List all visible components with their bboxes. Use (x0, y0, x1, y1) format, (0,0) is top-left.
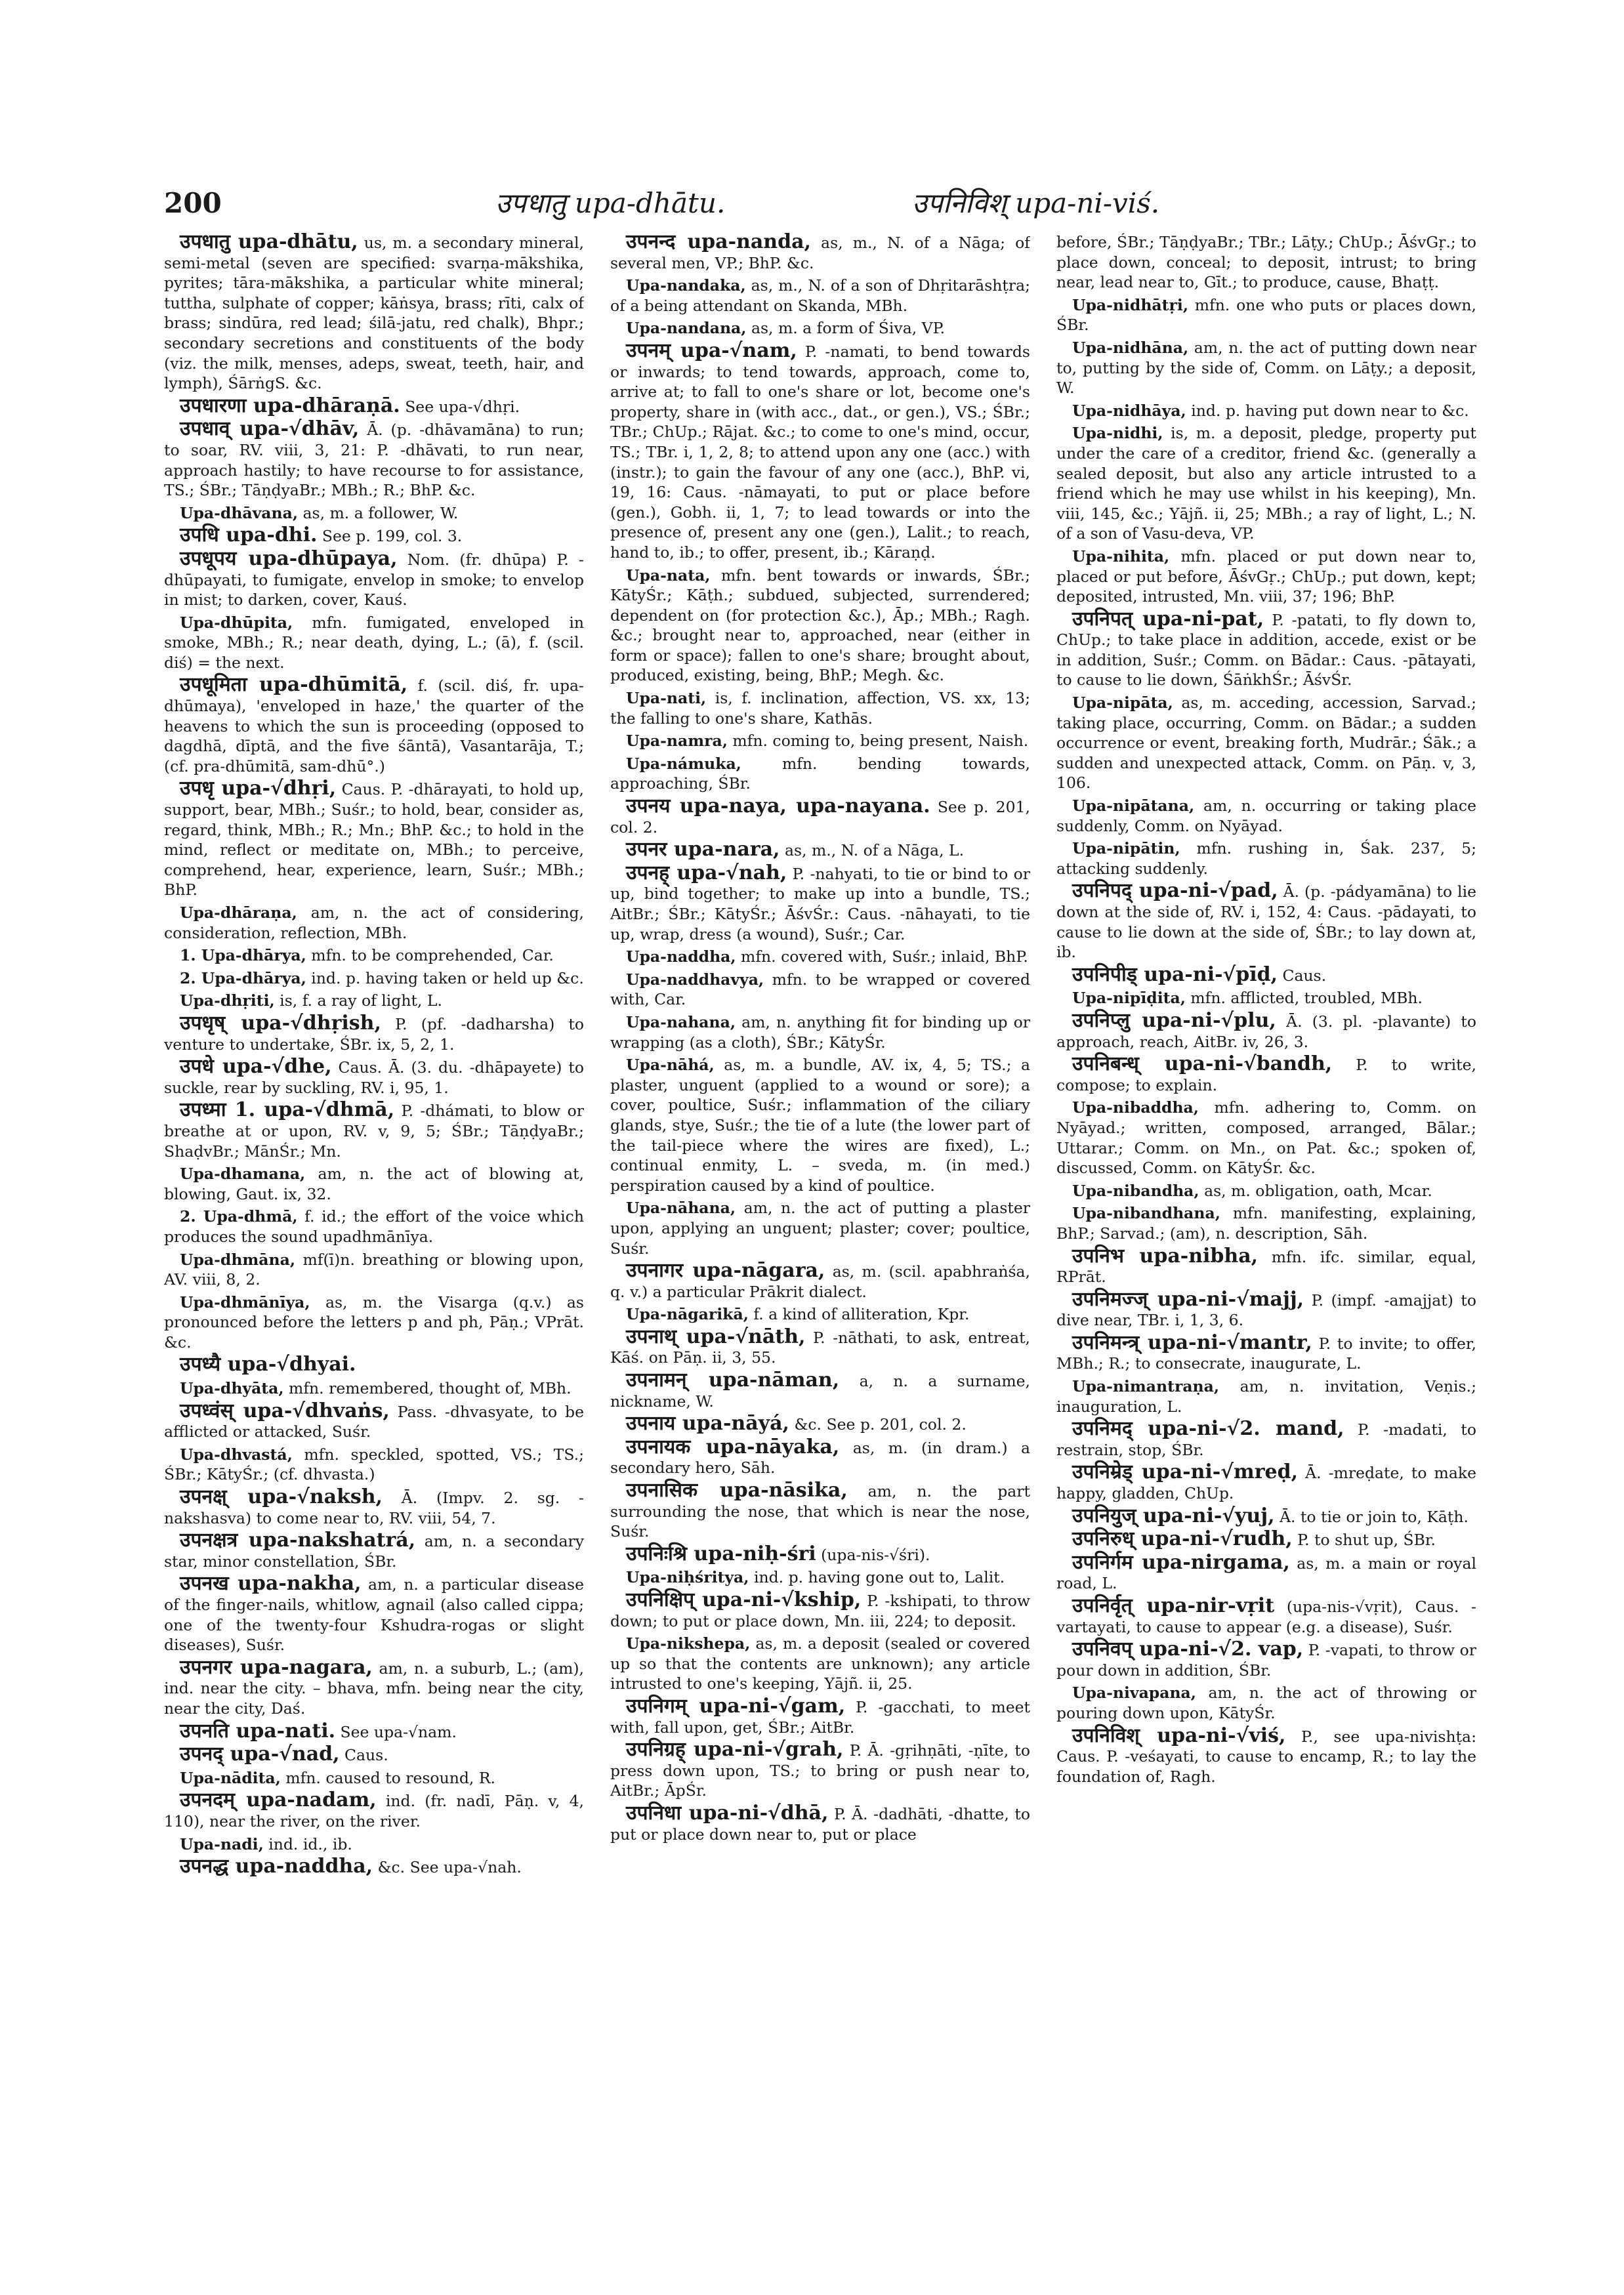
dictionary-entry (610, 1544, 1030, 1565)
entry-headword: उपनिपत् upa-ni-pat, (1072, 607, 1264, 631)
entry-definition: is, m. a deposit, pledge, property put under the care of a creditor, friend &c. (generally a sealed deposit, but also any article intrusted to a friend which he may use whilst in his keeping), Mn. viii, 145, &c.; Yājñ. ii, 25; MBh.; a ray of light, L.; N. of a son of Vasu-deva, VP. (1056, 424, 1476, 543)
entry-definition: as, m. acceding, accession, Sarvad.; taking place, occurring, Comm. on Bādar.; a sudden occurrence or event, breaking forth, Mudrār.; Śāk.; a sudden and unexpected attack, Comm. on Pāṇ. v, 3, 106. (1056, 693, 1476, 793)
entry-definition: Caus. (1278, 966, 1327, 985)
dictionary-entry (164, 1655, 584, 1719)
entry-definition: P. Ā. -gṛihṇāti, -ṇīte, to press down upon, TS.; to bring or push near to, AitBr.; ĀpŚr. (610, 1741, 1030, 1800)
dictionary-entry (1056, 1726, 1476, 1787)
entry-headword: उपनद्ध upa-naddha, (180, 1855, 373, 1878)
dictionary-entry (164, 968, 584, 989)
entry-definition: before, ŚBr.; TāṇḍyaBr.; TBr.; Lāṭy.; ChUp.; ĀśvGṛ.; to place down, conceal; to deposit, intrust; to bring near, lead near to, Gīt.; to produce, cause, Bhaṭṭ. (1056, 233, 1476, 292)
entry-definition: am, n. the act of blowing at, blowing, Gaut. ix, 32. (164, 1165, 584, 1203)
entry-headword: Upa-dhṛiti, (180, 991, 275, 1010)
entry-definition: mfn. placed or put down near to, placed or put before, ĀśvGṛ.; ChUp.; put down, kept; deposited, intrusted, Mn. viii, 37; 196; BhP. (1056, 547, 1476, 606)
dictionary-entry (610, 1634, 1030, 1694)
entry-definition: am, n. a suburb, L.; (am), ind. near the city. – bhava, mfn. being near the city, near the city, Daś. (164, 1659, 584, 1718)
entry-headword: Upa-nadi, (180, 1834, 264, 1853)
dictionary-entry (164, 1401, 584, 1442)
entry-headword: उपनिप्लु upa-ni-√plu, (1072, 1008, 1276, 1032)
entry-definition: am, n. the part surrounding the nose, that which is near the nose, Suśr. (610, 1482, 1030, 1541)
dictionary-entry (1056, 1419, 1476, 1460)
entry-definition: P. (impf. -amajjat) to dive near, TBr. i, 1, 3, 6. (1056, 1291, 1476, 1330)
entry-headword: उपनायक upa-nāyaka, (626, 1435, 840, 1458)
dictionary-entry (164, 1057, 584, 1098)
entry-definition: mfn. to be comprehended, Car. (306, 946, 554, 965)
dictionary-entry (1056, 1683, 1476, 1723)
entry-headword: उपनागर upa-nāgara, (626, 1259, 825, 1283)
entry-headword: उपनिम्रेड् upa-ni-√mreḍ, (1072, 1460, 1299, 1484)
dictionary-entry (1056, 607, 1476, 690)
entry-headword: Upa-dhūpita, (180, 613, 293, 632)
entry-headword: Upa-nāhana, (626, 1199, 736, 1218)
dictionary-entry (164, 1790, 584, 1831)
entry-headword: उपनदम् upa-nadam, (180, 1788, 377, 1812)
entry-definition: See p. 199, col. 3. (317, 527, 463, 546)
dictionary-entry (164, 1487, 584, 1528)
entry-definition: P., see upa-nivishṭa: Caus. P. -veśayati, to cause to encamp, R.; to lay the foundation of, Ragh. (1056, 1727, 1476, 1786)
entry-definition: mfn. coming to, being present, Naish. (727, 732, 1029, 751)
entry-headword: उपनगर upa-nagara, (180, 1655, 373, 1679)
dictionary-entry (164, 613, 584, 673)
entry-headword: उपनम् upa-√nam, (626, 339, 797, 362)
dictionary-entry (164, 549, 584, 610)
entry-headword: उपनिविश् upa-ni-√viś, (1072, 1724, 1286, 1747)
entry-headword: Upa-nāgarikā, (626, 1305, 749, 1324)
dictionary-entry (1056, 232, 1476, 293)
entry-definition: Ā. (p. -dhāvamāna) to run; to soar, RV. viii, 3, 21: P. -dhāvati, to run near, approach hastily; to have recourse to for assistance, TS.; ŚBr.; TāṇḍyaBr.; MBh.; R.; BhP. &c. (164, 421, 584, 500)
entry-headword: Upa-nidhi, (1072, 424, 1163, 443)
right-running-head: उपनिविश् upa-ni-viś. (912, 187, 1160, 219)
entry-definition: &c. See upa-√nah. (373, 1858, 522, 1877)
entry-headword: Upa-nipāta, (1072, 693, 1173, 713)
dictionary-entry (1056, 1550, 1476, 1594)
entry-definition: mfn. caused to resound, R. (280, 1768, 495, 1787)
entry-definition: as, m., N. of a Nāga, L. (780, 841, 965, 860)
entry-definition: P. Ā. -dadhāti, -dhatte, to put or place down near to, put or place (610, 1804, 1030, 1844)
dictionary-page (164, 184, 1476, 2250)
entry-definition: P. to shut up, ŚBr. (1292, 1531, 1436, 1550)
dictionary-entry (610, 863, 1030, 944)
dictionary-entry (164, 1164, 584, 1204)
entry-definition: as, m. a follower, W. (298, 503, 459, 522)
entry-headword: उपधूपय upa-dhūpaya, (180, 547, 398, 570)
entry-headword: Upa-nahana, (626, 1012, 736, 1031)
dictionary-entry (1056, 1203, 1476, 1243)
dictionary-entry (164, 1445, 584, 1485)
entry-definition: f. a kind of alliteration, Kpr. (748, 1305, 970, 1324)
dictionary-entry (610, 1801, 1030, 1844)
entry-definition: P. -patati, to fly down to, ChUp.; to take place in addition, accede, exist or be in addition, Suśr.; Comm. on Bādar.: Caus. -pātayati, to cause to lie down, ŚāṅkhŚr.; ĀśvŚr. (1056, 610, 1476, 690)
entry-headword: उपधे upa-√dhe, (180, 1055, 332, 1079)
entry-definition: as, m. (in dram.) a secondary hero, Sāh. (610, 1438, 1030, 1478)
entry-definition: as, m. a main or royal road, L. (1056, 1554, 1476, 1593)
dictionary-entry (164, 1207, 584, 1247)
dictionary-entry (1056, 1596, 1476, 1637)
entry-definition: mfn. one who puts or places down, ŚBr. (1056, 295, 1476, 335)
entry-definition: as, m., N. of a Nāga; of several men, VP.; BhP. &c. (610, 234, 1030, 272)
entry-definition: a, n. a surname, nickname, W. (610, 1372, 1030, 1411)
dictionary-entry (1056, 423, 1476, 544)
entry-headword: उपनिरुध् upa-ni-√rudh, (1072, 1527, 1293, 1551)
entry-definition: Caus. Ā. (3. du. -dhāpayete) to suckle, rear by suckling, RV. i, 95, 1. (164, 1058, 584, 1097)
dictionary-entry (610, 688, 1030, 728)
entry-headword: Upa-dhāvana, (180, 503, 299, 522)
entry-headword: उपनियुज् upa-ni-√yuj, (1072, 1504, 1275, 1527)
entry-definition: Ā. (3. pl. -plavante) to approach, reach, AitBr. iv, 26, 3. (1056, 1012, 1476, 1051)
entry-definition: am, n. the act of throwing or pouring down upon, KātyŚr. (1056, 1684, 1476, 1722)
dictionary-entry (610, 1371, 1030, 1411)
column-3 (1056, 232, 1476, 2246)
entry-definition: P. -dhámati, to blow or breathe at or upon, RV. v, 9, 5; ŚBr.; TāṇḍyaBr.; ShaḍvBr.; MānŚr.; Mn. (164, 1102, 584, 1161)
entry-headword: Upa-nipātin, (1072, 839, 1180, 858)
entry-headword: Upa-nikshepa, (626, 1634, 751, 1653)
entry-definition: mfn. fumigated, enveloped in smoke, MBh.; R.; near death, dying, L.; (ā), f. (scil. diś) = the next. (164, 613, 584, 672)
dictionary-entry (164, 991, 584, 1011)
columns (164, 232, 1476, 2246)
dictionary-entry (610, 947, 1030, 967)
entry-definition: Pass. -dhvasyate, to be afflicted or attacked, Suśr. (164, 1402, 584, 1441)
entry-definition: mfn. to be wrapped or covered with, Car. (610, 970, 1030, 1009)
entry-headword: Upa-nipātana, (1072, 796, 1195, 816)
entry-headword: Upa-nata, (626, 566, 711, 585)
dictionary-entry (1056, 401, 1476, 421)
entry-definition: Ā. (Impv. 2. sg. -nakshasva) to come near to, RV. viii, 54, 7. (164, 1489, 584, 1527)
running-header (164, 184, 1476, 223)
entry-headword: उपध्वंस् upa-√dhvaṅs, (180, 1399, 390, 1422)
entry-headword: Upa-námuka, (626, 754, 741, 773)
entry-definition: as, m. (scil. apabhraṅśa, q. v.) a particular Prākrit dialect. (610, 1262, 1030, 1301)
entry-definition: mfn. manifesting, explaining, BhP.; Sarvad.; (am), n. description, Sāh. (1056, 1204, 1476, 1243)
entry-definition: ind. (fr. nadī, Pāṇ. v, 4, 110), near the river, on the river. (164, 1792, 584, 1830)
page-number: 200 (164, 187, 222, 219)
entry-headword: उपनिग्रह् upa-ni-√grah, (626, 1738, 844, 1762)
dictionary-entry (610, 1481, 1030, 1542)
entry-definition: ind. p. having taken or held up &c. (306, 968, 584, 987)
entry-headword: उपनासिक upa-nāsika, (626, 1479, 848, 1502)
entry-definition: as, m. a bundle, AV. ix, 4, 5; TS.; a plaster, unguent (applied to a wound or sore); a cover, poultice, Suśr.; inflammation of the ciliary glands, stye, Suśr.; the tie of a lute (the lower part of the tail-piece where the wires are fixed), L.; continual enmity, L. – sveda, m. (in med.) perspiration caused by a kind of poultice. (610, 1056, 1030, 1195)
dictionary-entry (164, 1574, 584, 1655)
entry-definition: am, n. invitation, Veṇis.; inauguration, L. (1056, 1377, 1476, 1416)
entry-definition: mfn. remembered, thought of, MBh. (283, 1379, 572, 1398)
entry-headword: Upa-naddha, (626, 947, 736, 966)
entry-headword: उपनिमद् upa-ni-√2. mand, (1072, 1417, 1344, 1441)
entry-definition: am, n. a secondary star, minor constellation, ŚBr. (164, 1532, 584, 1571)
dictionary-entry (610, 318, 1030, 339)
entry-headword: उपनिर्गम upa-nirgama, (1072, 1550, 1290, 1574)
dictionary-entry (1056, 1333, 1476, 1374)
entry-definition: Caus. (339, 1746, 388, 1765)
dictionary-entry (1056, 1098, 1476, 1178)
entry-headword: उपनद् upa-√nad, (180, 1743, 340, 1766)
entry-definition: (upa-nis-√śri). (816, 1545, 930, 1564)
entry-definition: See upa-√nam. (335, 1722, 457, 1741)
dictionary-entry (610, 566, 1030, 686)
entry-headword: Upa-nāhá, (626, 1056, 715, 1075)
entry-headword: Upa-nati, (626, 689, 707, 708)
entry-headword: उपधातु upa-dhātu, (180, 232, 358, 253)
dictionary-entry (610, 341, 1030, 563)
dictionary-entry (610, 731, 1030, 751)
entry-headword: उपनिमन्त्र् upa-ni-√mantr, (1072, 1331, 1312, 1354)
dictionary-entry (164, 1531, 584, 1571)
dictionary-entry (610, 1590, 1030, 1631)
left-running-head: उपधातु upa-dhātu. (495, 187, 726, 219)
dictionary-entry (164, 232, 584, 394)
entry-headword: उपनिभ upa-nibha, (1072, 1244, 1259, 1268)
entry-headword: Upa-nivapana, (1072, 1684, 1196, 1703)
entry-definition: mf(ī)n. breathing or blowing upon, AV. viii, 8, 2. (164, 1250, 584, 1289)
entry-definition: See p. 201, col. 2. (610, 798, 1030, 837)
entry-definition: mfn. bending towards, approaching, ŚBr. (610, 754, 1030, 793)
entry-headword: उपधूमिता upa-dhūmitā, (180, 673, 408, 697)
dictionary-entry (164, 1250, 584, 1290)
dictionary-entry (610, 1055, 1030, 1195)
entry-definition: as, m. a form of Śiva, VP. (746, 319, 946, 338)
entry-definition: P. -nāthati, to ask, entreat, Kāś. on Pāṇ. ii, 3, 55. (610, 1328, 1030, 1367)
entry-definition: Nom. (fr. dhūpa) P. -dhūpayati, to fumigate, envelop in smoke; to envelop in mist; to darken, cover, Kauś. (164, 550, 584, 610)
entry-headword: Upa-nādita, (180, 1768, 281, 1787)
entry-definition: Ā. (p. -pádyamāna) to lie down at the side of, RV. i, 152, 4: Caus. -pādayati, to cause to lie down at the side of, ŚBr.; to lay down at, ib. (1056, 882, 1476, 962)
entry-headword: उपनक्षत्र upa-nakshatrá, (180, 1529, 416, 1552)
entry-headword: उपनिवप् upa-ni-√2. vap, (1072, 1638, 1304, 1661)
dictionary-entry (1056, 988, 1476, 1008)
entry-definition: ind. p. having gone out to, Lalit. (749, 1568, 1005, 1587)
dictionary-entry (164, 419, 584, 500)
entry-definition: am, n. the act of putting down near to, putting by the side of, Comm. on Lāṭy.; a deposit, W. (1056, 338, 1476, 398)
entry-headword: Upa-dhmānīya, (180, 1292, 310, 1312)
entry-definition: mfn. covered with, Suśr.; inlaid, BhP. (736, 947, 1028, 966)
entry-headword: Upa-nibaddha, (1072, 1098, 1199, 1117)
entry-definition: as, m., N. of a son of Dhṛitarāshṭra; of a being attendant on Skanda, MBh. (610, 276, 1030, 315)
entry-headword: उपनक्ष् upa-√naksh, (180, 1485, 383, 1509)
dictionary-entry (610, 796, 1030, 837)
entry-headword: उपनिधा upa-ni-√dhā, (626, 1801, 829, 1825)
entry-definition: Ā. to tie or join to, Kāṭh. (1274, 1507, 1468, 1526)
entry-headword: उपनिगम् upa-ni-√gam, (626, 1694, 846, 1718)
dictionary-entry (164, 396, 584, 417)
entry-headword: Upa-nibandhana, (1072, 1204, 1220, 1223)
entry-definition: P. (pf. -dadharsha) to venture to undertake, ŚBr. ix, 5, 2, 1. (164, 1014, 584, 1054)
entry-headword: उपनिबन्ध् upa-ni-√bandh, (1072, 1052, 1333, 1076)
dictionary-entry (610, 1012, 1030, 1052)
dictionary-entry (610, 1694, 1030, 1737)
entry-definition: mfn. ifc. similar, equal, RPrāt. (1056, 1247, 1476, 1287)
entry-headword: उपनय upa-naya, upa-nayana. (626, 795, 930, 818)
entry-definition: am, n. a particular disease of the finger-nails, whitlow, agnail (also called cippa; one of the twenty-four Kshudra-rogas or slight diseases), Suśr. (164, 1575, 584, 1655)
dictionary-entry (1056, 1640, 1476, 1680)
entry-definition: as, m. obligation, oath, Mcar. (1199, 1181, 1432, 1200)
entry-headword: Upa-namra, (626, 732, 728, 751)
dictionary-entry (1056, 1376, 1476, 1416)
dictionary-entry (1056, 693, 1476, 793)
dictionary-entry (1056, 1181, 1476, 1201)
dictionary-entry (164, 1719, 584, 1743)
entry-headword: उपनाथ् upa-√nāth, (626, 1325, 806, 1348)
entry-definition: P. -kshipati, to throw down; to put or place down, Mn. iii, 224; to deposit. (610, 1592, 1030, 1630)
entry-definition: ind. id., ib. (263, 1834, 352, 1853)
entry-headword: उपध्यै upa-√dhyai. (180, 1353, 356, 1376)
entry-headword: Upa-nidhāna, (1072, 338, 1189, 357)
entry-headword: उपनिपीड् upa-ni-√pīḍ, (1072, 962, 1278, 986)
entry-definition: P. to write, compose; to explain. (1056, 1056, 1476, 1094)
dictionary-entry (164, 1768, 584, 1788)
entry-headword: उपधृ upa-√dhṛi, (180, 777, 337, 800)
entry-headword: उपनन्द upa-nanda, (626, 232, 811, 253)
entry-headword: उपनामन् upa-nāman, (626, 1369, 840, 1392)
entry-headword: Upa-nandana, (626, 319, 747, 338)
dictionary-entry (164, 1378, 584, 1399)
dictionary-entry (610, 1740, 1030, 1801)
entry-definition: mfn. rushing in, Śak. 237, 5; attacking suddenly. (1056, 839, 1476, 878)
entry-definition: P. -nahyati, to tie or bind to or up, bind together; to make up into a bundle, TS.; AitBr.; ŚBr.; KātyŚr.; ĀśvŚr.: Caus. -nāhayati, to tie up, wrap, dress (a wound), Suśr.; Car. (610, 864, 1030, 943)
entry-definition: P. to invite; to offer, MBh.; R.; to consecrate, inaugurate, L. (1056, 1334, 1476, 1373)
entry-headword: 1. Upa-dhārya, (180, 946, 306, 965)
entry-headword: उपनह् upa-√nah, (626, 861, 787, 884)
entry-definition: am, n. occurring or taking place suddenly, Comm. on Nyāyad. (1056, 796, 1476, 835)
entry-headword: Upa-dhamana, (180, 1165, 306, 1184)
entry-headword: Upa-naddhavya, (626, 970, 764, 989)
entry-headword: उपध्मा 1. upa-√dhmā, (180, 1098, 395, 1122)
dictionary-entry (164, 1745, 584, 1766)
dictionary-entry (1056, 1529, 1476, 1550)
entry-headword: उपधारणा upa-dhāraṇā. (180, 394, 400, 417)
entry-headword: उपनख upa-nakha, (180, 1572, 362, 1596)
dictionary-entry (1056, 881, 1476, 962)
entry-definition: Caus. P. -dhārayati, to hold up, support, bear, MBh.; Suśr.; to hold, bear, consider as, regard, think, MBh.; R.; Mn.; BhP. &c.; to hold in the mind, reflect or meditate on, MBh.; to perceive, comprehend, hear, experience, learn, Suśr.; MBh.; BhP. (164, 780, 584, 899)
entry-definition: mfn. speckled, spotted, VS.; TS.; ŚBr.; KātyŚr.; (cf. dhvasta.) (164, 1445, 584, 1484)
dictionary-entry (610, 1414, 1030, 1435)
dictionary-entry (1056, 295, 1476, 335)
dictionary-entry (164, 945, 584, 966)
entry-definition: is, f. a ray of light, L. (274, 991, 442, 1010)
entry-definition: (upa-nis-√vṛit), Caus. -vartayati, to cause to appear (e.g. a disease), Suśr. (1056, 1598, 1476, 1636)
entry-headword: Upa-dhāraṇa, (180, 903, 297, 922)
entry-definition: Ā. -mreḍate, to make happy, gladden, ChUp. (1056, 1464, 1476, 1503)
entry-definition: f. id.; the effort of the voice which produces the sound upadhmānīya. (164, 1207, 584, 1246)
entry-definition: &c. See p. 201, col. 2. (789, 1415, 967, 1434)
dictionary-entry (1056, 962, 1476, 986)
dictionary-entry (164, 1355, 584, 1376)
entry-headword: Upa-dhmāna, (180, 1250, 296, 1269)
dictionary-entry (1056, 1244, 1476, 1287)
dictionary-entry (164, 903, 584, 943)
dictionary-entry (164, 1100, 584, 1161)
entry-headword: Upa-dhvastá, (180, 1445, 293, 1464)
entry-definition: P. -namati, to bend towards or inwards; to tend towards, approach, come to, arrive at; to fall to one's share or lot, become one's property, share in (with acc., dat., or gen.), VS.; ŚBr.; TBr.; ChUp.; Rājat. &c.; to come to one's mind, occur, TS.; TBr. i, 1, 2, 8; to attend upon any one (acc.) with (instr.); to gain the favour of any one (acc.), BhP. vi, 19, 16: Caus. -nāmayati, to put or place before (gen.), Gobh. ii, 1, 7; to lead towards or into the presence of, present any one (gen.), Lalit.; to reach, hand to, ib.; to offer, present, ib.; Kāraṇḍ. (610, 342, 1030, 562)
entry-definition: mfn. bent towards or inwards, ŚBr.; KātyŚr.; Kāṭh.; subdued, subjected, surrendered; dependent on (for protection &c.), Āp.; MBh.; Ragh. &c.; brought near to, approached, near (either in form or space); fallen to one's share; brought about, produced, existing, being, BhP.; Megh. &c. (610, 566, 1030, 685)
dictionary-entry (164, 503, 584, 524)
dictionary-entry (1056, 338, 1476, 398)
dictionary-entry (164, 1011, 584, 1054)
entry-headword: 2. Upa-dhmā, (180, 1207, 298, 1226)
entry-definition: f. (scil. diś, fr. upa-dhūmaya), 'enveloped in haze,' the quarter of the heavens to which the sun is proceeding (opposed to dagdhā, dīptā, and the five śāntā), Vasantarāja, T.; (cf. pra-dhūmitā, sam-dhū°.) (164, 676, 584, 775)
entry-headword: Upa-nidhāya, (1072, 401, 1186, 420)
dictionary-entry (610, 1567, 1030, 1588)
entry-headword: उपनिक्षिप् upa-ni-√kship, (626, 1588, 862, 1611)
entry-headword: Upa-nimantraṇa, (1072, 1377, 1220, 1396)
entry-headword: उपधृष् upa-√dhṛish, (180, 1011, 381, 1035)
dictionary-entry (1056, 1054, 1476, 1095)
entry-definition: am, n. the act of putting a plaster upon, applying an unguent; plaster; cover; poultice, Suśr. (610, 1199, 1030, 1258)
entry-definition: See upa-√dhṛi. (400, 397, 520, 416)
entry-headword: Upa-nidhātṛi, (1072, 295, 1189, 314)
entry-definition: mfn. afflicted, troubled, MBh. (1185, 989, 1423, 1008)
dictionary-entry (1056, 838, 1476, 879)
entry-definition: am, n. the act of considering, consideration, reflection, MBh. (164, 903, 584, 942)
dictionary-entry (610, 1304, 1030, 1325)
entry-headword: Upa-niḥśritya, (626, 1568, 749, 1587)
entry-definition: P. -madati, to restrain, stop, ŚBr. (1056, 1420, 1476, 1459)
entry-definition: P. -vapati, to throw or pour down in addition, ŚBr. (1056, 1641, 1476, 1680)
dictionary-entry (610, 1327, 1030, 1368)
entry-definition: as, m. the Visarga (q.v.) as pronounced before the letters p and ph, Pāṇ.; VPrāt. &c. (164, 1292, 584, 1352)
entry-headword: Upa-nipīḍita, (1072, 989, 1186, 1008)
entry-headword: उपनिर्वृत् upa-nir-vṛit (1072, 1594, 1275, 1617)
entry-definition: P. -gacchati, to meet with, fall upon, get, ŚBr.; AitBr. (610, 1697, 1030, 1737)
dictionary-entry (610, 232, 1030, 273)
entry-definition: us, m. a secondary mineral, semi-metal (seven are specified: svarṇa-mākshika, pyrites; tāra-mākshika, a particular white mineral; tuttha, sulphate of copper; kāṅsya, brass; rīti, calx of brass; sindūra, red lead; śilā-jatu, red chalk), Bhpr.; secondary secretions and constituents of the body (viz. the milk, menses, adeps, sweat, teeth, hair, and lymph), ŚārṅgS. &c. (164, 234, 584, 393)
dictionary-entry (610, 754, 1030, 794)
entry-definition: am, n. anything fit for binding up or wrapping (as a cloth), ŚBr.; KātyŚr. (610, 1012, 1030, 1052)
entry-headword: Upa-nibandha, (1072, 1181, 1199, 1200)
dictionary-entry (610, 276, 1030, 316)
entry-definition: as, m. a deposit (sealed or covered up so that the contents are unknown); any article intrusted to one's keeping, Yājñ. ii, 25. (610, 1634, 1030, 1693)
dictionary-entry (164, 779, 584, 900)
entry-headword: 2. Upa-dhārya, (180, 968, 306, 987)
entry-definition: is, f. inclination, affection, VS. xx, 13; the falling to one's share, Kathās. (610, 689, 1030, 728)
entry-headword: Upa-nihita, (1072, 547, 1170, 566)
column-2 (610, 232, 1030, 2246)
dictionary-entry (610, 1198, 1030, 1258)
dictionary-entry (1056, 1506, 1476, 1527)
entry-headword: उपनिःश्रि upa-niḥ-śri (626, 1542, 816, 1565)
dictionary-entry (164, 1292, 584, 1353)
dictionary-entry (1056, 1008, 1476, 1052)
dictionary-entry (164, 1834, 584, 1855)
entry-headword: उपनति upa-nati. (180, 1719, 336, 1743)
entry-headword: Upa-dhyāta, (180, 1379, 284, 1398)
column-1 (164, 232, 584, 2246)
entry-headword: उपधि upa-dhi. (180, 524, 318, 547)
entry-definition: ind. p. having put down near to &c. (1186, 401, 1469, 420)
dictionary-entry (1056, 796, 1476, 836)
dictionary-entry (610, 970, 1030, 1010)
dictionary-entry (164, 675, 584, 776)
dictionary-entry (1056, 1287, 1476, 1331)
dictionary-entry (1056, 1462, 1476, 1503)
entry-headword: उपनाय upa-nāyá, (626, 1412, 789, 1436)
dictionary-entry (610, 1261, 1030, 1302)
entry-definition: mfn. adhering to, Comm. on Nyāyad.; written, composed, arranged, Bālar.; Uttarar.; Comm. on Mn., on Pat. &c.; spoken of, discussed, Comm. on KātyŚr. &c. (1056, 1098, 1476, 1178)
dictionary-entry (1056, 547, 1476, 607)
entry-headword: उपनर upa-nara, (626, 838, 780, 861)
dictionary-entry (164, 1857, 584, 1878)
entry-headword: उपनिपद् upa-ni-√pad, (1072, 879, 1278, 903)
dictionary-entry (610, 840, 1030, 861)
dictionary-entry (164, 526, 584, 547)
entry-headword: Upa-nandaka, (626, 276, 746, 295)
dictionary-entry (610, 1437, 1030, 1478)
entry-headword: उपनिमज्ज् upa-ni-√majj, (1072, 1287, 1304, 1311)
entry-headword: उपधाव् upa-√dhāv, (180, 417, 360, 441)
